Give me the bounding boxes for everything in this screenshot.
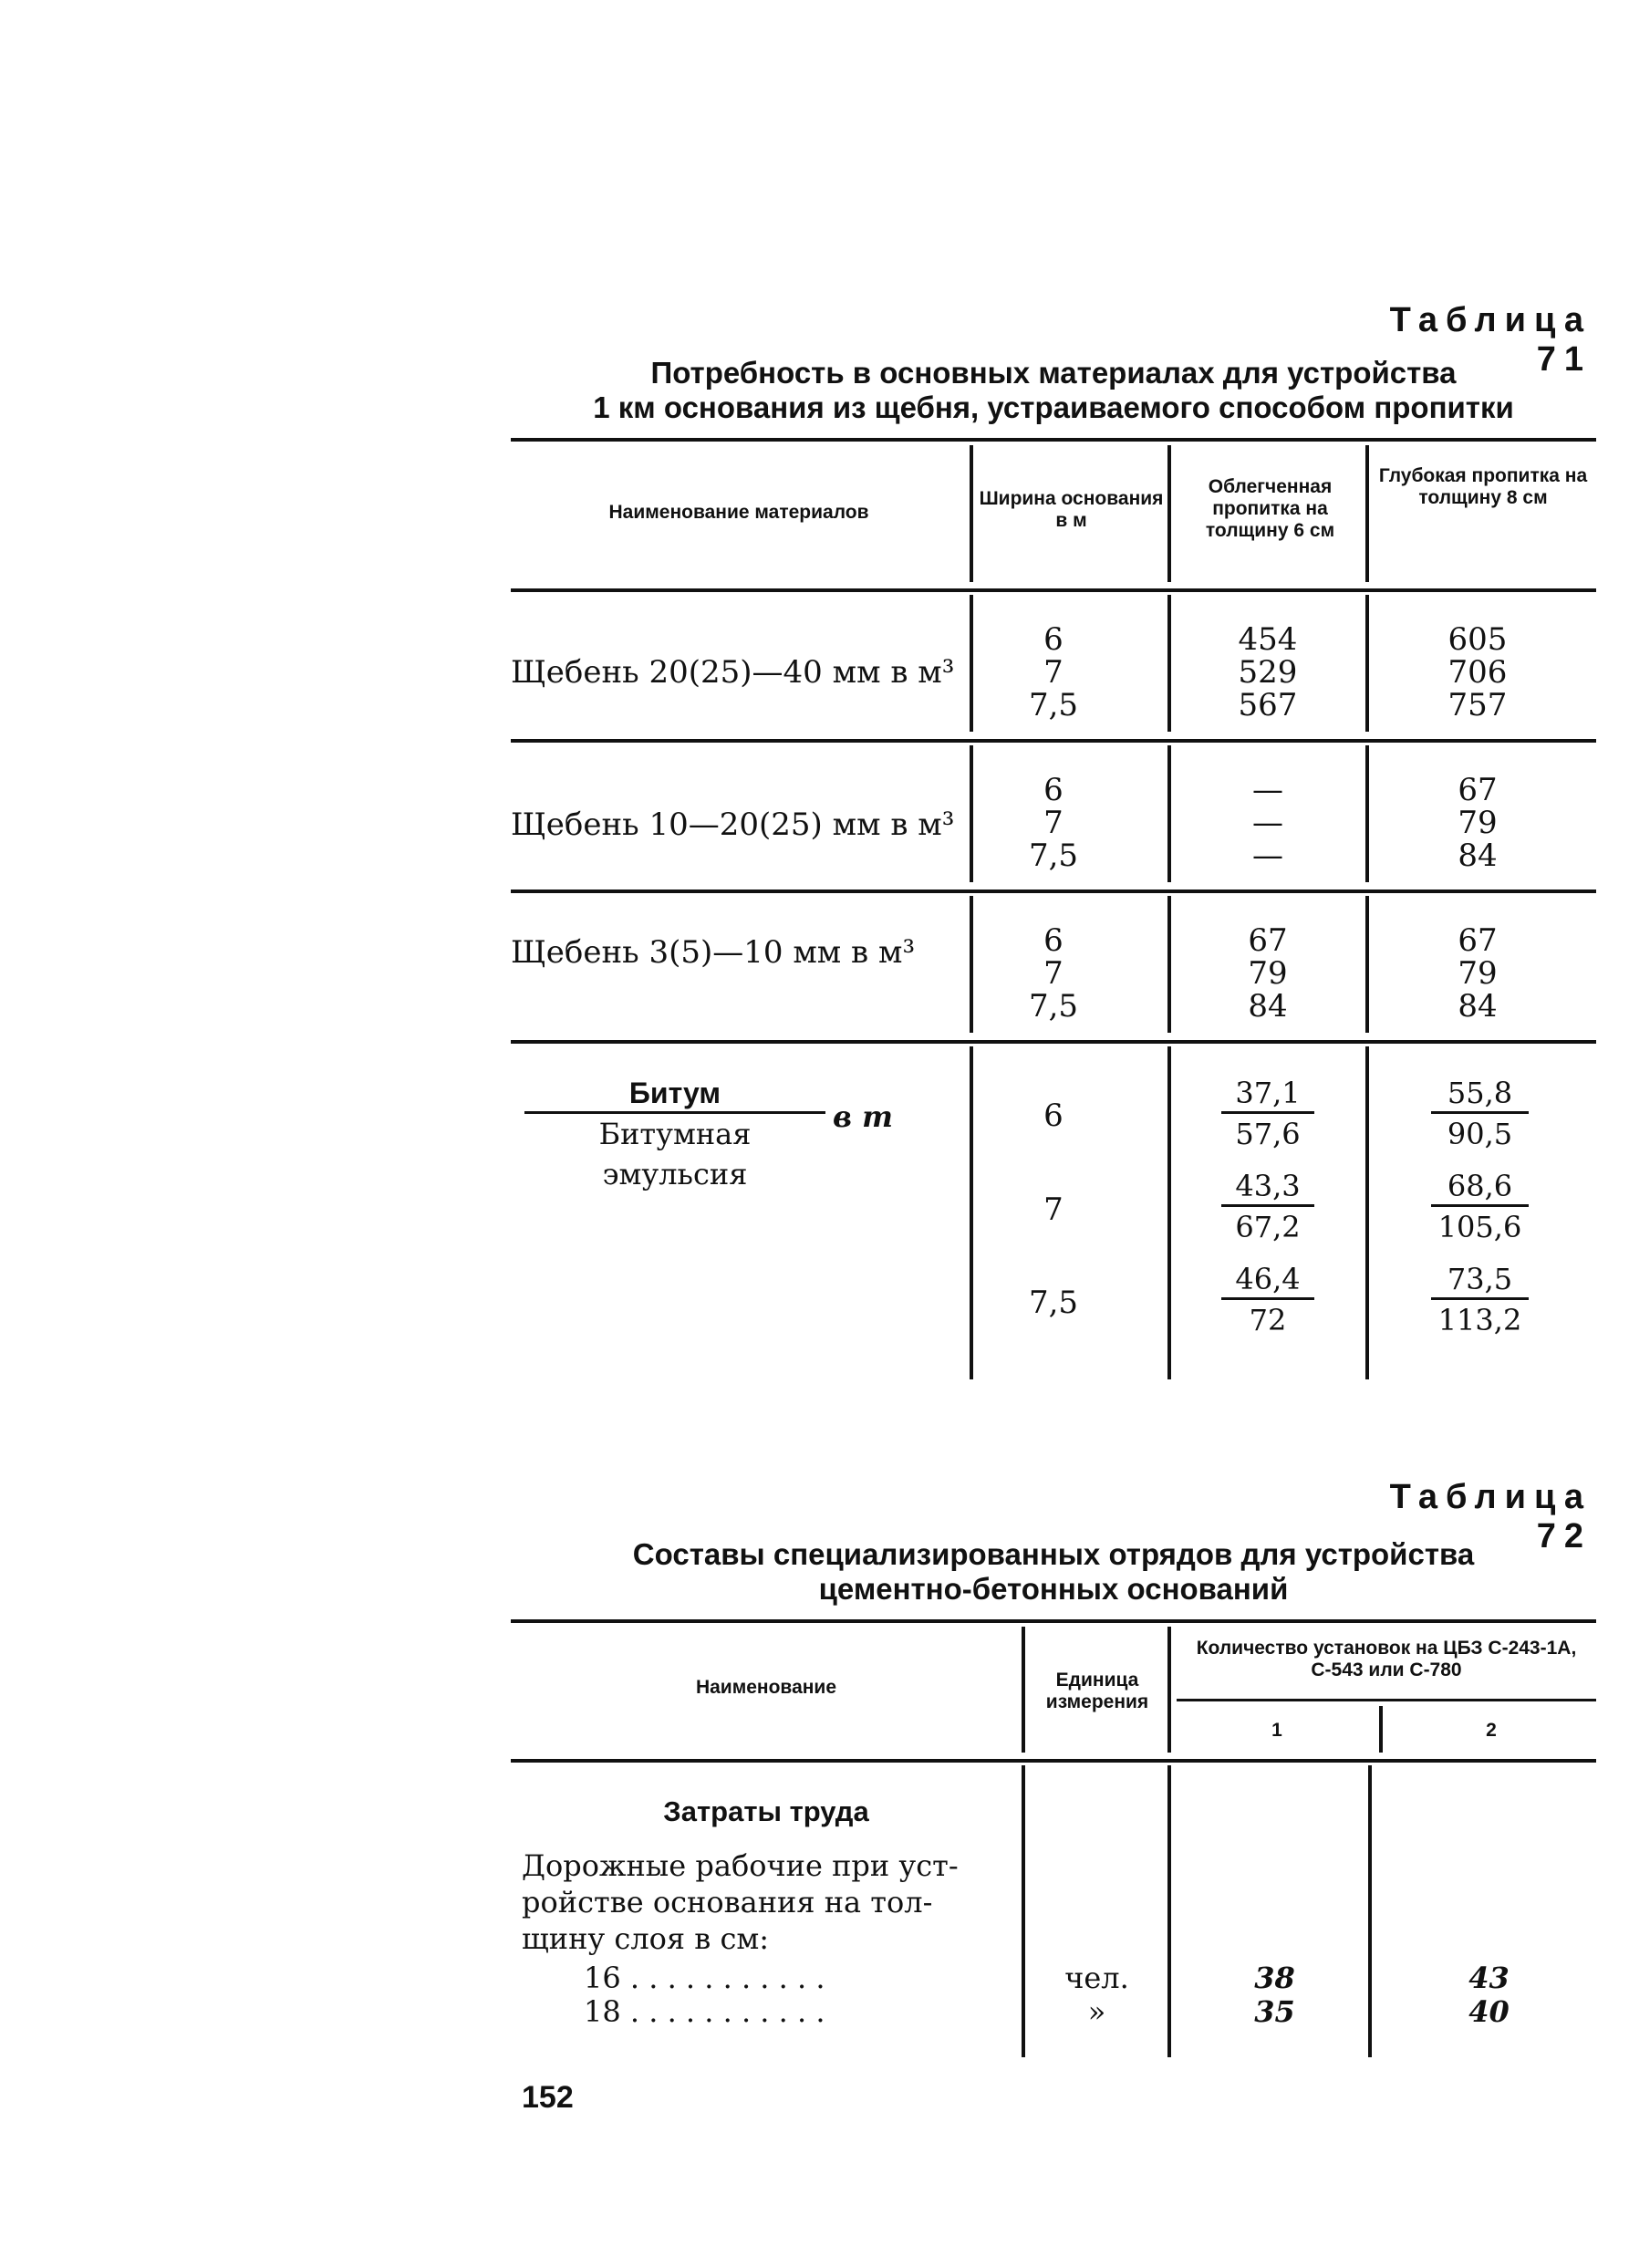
fraction-top: 55,8: [1447, 1076, 1513, 1110]
table72-vrule: [1379, 1706, 1383, 1753]
table71-width: 7,5: [1028, 988, 1079, 1025]
table71-title: [511, 356, 1596, 425]
table72-vrule: [1167, 1627, 1171, 1753]
fraction-bottom: 105,6: [1437, 1210, 1522, 1244]
table71-widths: [1012, 774, 1095, 872]
table71-value: —: [1252, 805, 1283, 841]
table71-material: Щебень 20(25)—40 мм в м³: [511, 654, 955, 691]
table71-vrule: [970, 445, 973, 582]
table71-value: 67: [1248, 922, 1288, 959]
table72-vrule: [1368, 1765, 1372, 2057]
table71-vrule: [1365, 595, 1369, 732]
bitumen-deep-fraction: [1427, 1168, 1532, 1245]
table71-value: 567: [1238, 687, 1298, 723]
table71-width: 7: [1043, 955, 1064, 992]
table71-header-material: Наименование материалов: [608, 502, 869, 523]
table71-vrule: [1365, 745, 1369, 882]
table71-value: 529: [1238, 654, 1298, 691]
table71-deep-values: [1427, 924, 1528, 1023]
table72-title-line2: цементно-бетонных оснований: [818, 1572, 1289, 1606]
table71-light-values: [1222, 623, 1313, 722]
table71-row-rule-3: [511, 1040, 1596, 1044]
bitumen-light-fraction: [1218, 1261, 1318, 1338]
fraction-top: 46,4: [1235, 1262, 1301, 1296]
table72-vrule: [1022, 1627, 1025, 1753]
table72-header-rule: [511, 1759, 1596, 1763]
table72-description-line: щину слоя в см:: [522, 1921, 770, 1956]
table72-value-col2: 43: [1468, 1961, 1510, 1995]
table72-description: [522, 1847, 1014, 1957]
table71-widths: [1012, 924, 1095, 1023]
table71-widths: [1012, 623, 1095, 722]
table71-width: 6: [1043, 621, 1064, 658]
table72-row-label: 18 . . . . . . . . . . .: [584, 1994, 825, 2029]
bitumen-unit: в т: [833, 1099, 894, 1134]
table71-vrule: [1365, 896, 1369, 1033]
table71-width: 7: [1043, 1191, 1064, 1228]
table71-width: 6: [1043, 772, 1064, 808]
table71-row-rule-1: [511, 739, 1596, 743]
fraction-bottom: 72: [1249, 1303, 1287, 1337]
table71-deep-values: [1427, 623, 1528, 722]
table71-vrule: [1167, 595, 1171, 732]
table72-vrule: [1022, 1765, 1025, 2057]
table71-value: 84: [1458, 988, 1498, 1025]
table71-value: 84: [1248, 988, 1288, 1025]
table72-description-line: Дорожные рабочие при уст-: [522, 1848, 959, 1883]
table72-header-unit: Единица измерения: [1045, 1670, 1149, 1712]
table71-vrule: [1365, 445, 1369, 582]
table72-subheader-rule: [1177, 1699, 1596, 1701]
table71-value: 67: [1458, 922, 1498, 959]
table71-light-values: [1222, 924, 1313, 1023]
table71-value: 605: [1447, 621, 1508, 658]
fraction-bottom: 113,2: [1437, 1303, 1522, 1337]
table71-vrule: [970, 1046, 973, 1379]
table71-header-light: Облегченная пропитка на толщину 6 см: [1205, 476, 1335, 541]
table71-value: —: [1252, 772, 1283, 808]
table72-header-col2: 2: [1486, 1720, 1497, 1741]
table71-title-line2: 1 км основания из щебня, устраиваемого способом пропитки: [593, 390, 1514, 424]
table71-width: 7: [1043, 654, 1064, 691]
table72-header-col1: 1: [1271, 1720, 1282, 1741]
table72-title-line1: Составы специализированных отрядов для устройства: [632, 1537, 1475, 1571]
table71-vrule: [1167, 896, 1171, 1033]
bitumen-light-fraction: [1218, 1075, 1318, 1152]
table71-width: 7,5: [1028, 837, 1079, 874]
table71-row-rule-2: [511, 890, 1596, 893]
table72-title: [511, 1537, 1596, 1607]
table71-value: 757: [1447, 687, 1508, 723]
table71-vrule: [1365, 1046, 1369, 1379]
fraction-top: 37,1: [1235, 1076, 1301, 1110]
fraction-bottom: 90,5: [1447, 1117, 1513, 1151]
bitumen-material-fraction: [524, 1075, 825, 1191]
table71-value: 706: [1447, 654, 1508, 691]
table72-section-heading: Затраты труда: [663, 1795, 869, 1827]
bitumen-numerator: Битум: [628, 1077, 721, 1109]
table71-title-line1: Потребность в основных материалах для устройства: [650, 356, 1457, 390]
table71-header-deep: Глубокая пропитка на толщину 8 см: [1378, 465, 1588, 508]
table72-row-unit: чел.: [1064, 1961, 1129, 1995]
bitumen-light-fraction: [1218, 1168, 1318, 1245]
table71-value: 79: [1458, 955, 1498, 992]
bitumen-deep-fraction: [1427, 1075, 1532, 1152]
bitumen-denominator: Битумная эмульсия: [598, 1117, 752, 1191]
table71-width: 7,5: [1028, 687, 1079, 723]
table71-value: 67: [1458, 772, 1498, 808]
table71-header-width: Ширина основания в м: [979, 488, 1164, 531]
table71-value: 454: [1238, 621, 1298, 658]
page-number: 152: [522, 2080, 574, 2115]
table72-description-line: ройстве основания на тол-: [522, 1885, 933, 1919]
table71-material: Щебень 10—20(25) мм в м³: [511, 806, 955, 843]
table72-value-col1: 35: [1254, 1994, 1295, 2029]
table71-vrule: [1167, 745, 1171, 882]
table71-label: Таблица 71: [1389, 301, 1592, 379]
table71-vrule: [1167, 1046, 1171, 1379]
fraction-bottom: 67,2: [1235, 1210, 1301, 1244]
table71-width: 7: [1043, 805, 1064, 841]
table71-value: —: [1252, 837, 1283, 874]
table72-row-label: 16 . . . . . . . . . . .: [584, 1961, 825, 1995]
table72-value-col1: 38: [1254, 1961, 1295, 1995]
table71-value: 84: [1458, 837, 1498, 874]
table71-width: 6: [1043, 922, 1064, 959]
fraction-bottom: 57,6: [1235, 1117, 1301, 1151]
table72-header-name: Наименование: [695, 1677, 837, 1698]
table72-row-unit: »: [1087, 1994, 1106, 2029]
table72-label: Таблица 72: [1389, 1478, 1592, 1555]
table71-deep-values: [1427, 774, 1528, 872]
bitumen-deep-fraction: [1427, 1261, 1532, 1338]
table71-width: 7,5: [1028, 1285, 1079, 1321]
table72-top-rule: [511, 1619, 1596, 1623]
table72-header-count: Количество установок на ЦБЗ С-243-1А, С-543 или С-780: [1196, 1638, 1577, 1680]
table71-vrule: [1167, 445, 1171, 582]
fraction-top: 43,3: [1235, 1169, 1301, 1203]
table72-value-col2: 40: [1468, 1994, 1510, 2029]
table71-value: 79: [1248, 955, 1288, 992]
table71-width: 6: [1043, 1098, 1064, 1134]
table71-vrule: [970, 745, 973, 882]
fraction-top: 73,5: [1447, 1262, 1513, 1296]
table71-top-rule: [511, 438, 1596, 442]
table71-vrule: [970, 896, 973, 1033]
fraction-top: 68,6: [1447, 1169, 1513, 1203]
table71-value: 79: [1458, 805, 1498, 841]
table71-material: Щебень 3(5)—10 мм в м³: [511, 934, 916, 971]
table71-vrule: [970, 595, 973, 732]
table71-header-rule: [511, 588, 1596, 592]
table71-light-values: [1222, 774, 1313, 872]
table72-vrule: [1167, 1765, 1171, 2057]
